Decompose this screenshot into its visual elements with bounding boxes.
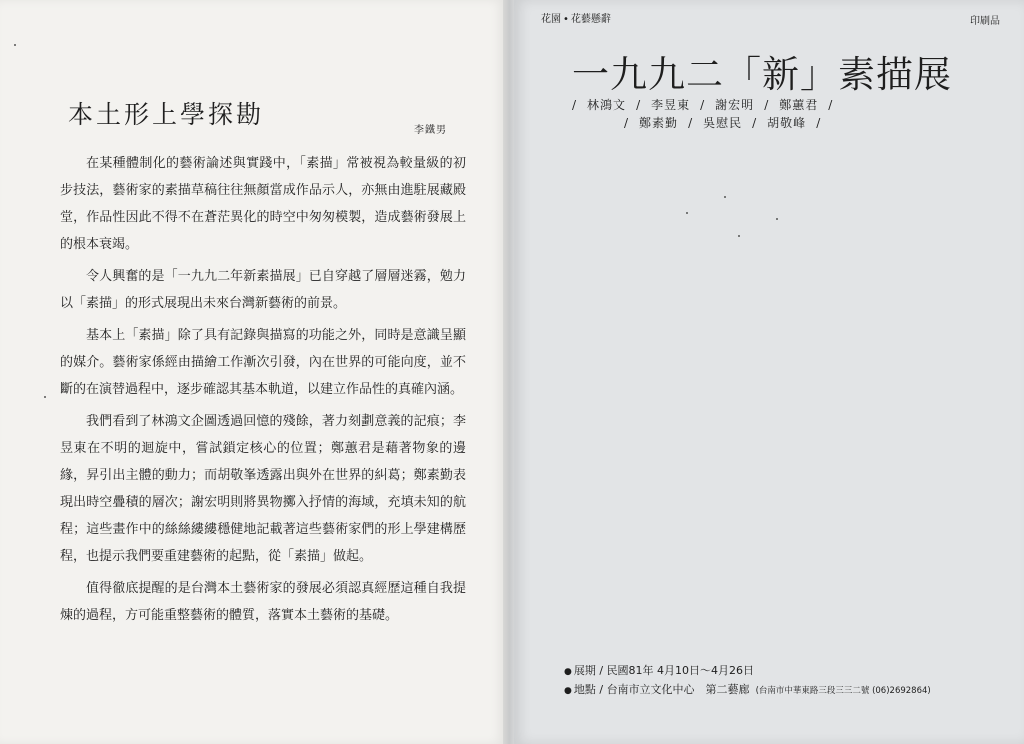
exhibition-title: 一九九二「新」素描展: [572, 53, 952, 96]
essay-paragraph: 值得徹底提醒的是台灣本土藝術家的發展必須認真經歷這種自我提煉的過程，方可能重整藝術的體質，落實本土藝術的基礎。: [60, 581, 466, 623]
left-page: [0, 0, 505, 744]
essay-paragraph: 在某種體制化的藝術論述與實踐中，「素描」常被視為較量級的初步技法，藝術家的素描草稿往往無顏當成作品示人，亦無由進駐展藏殿堂，作品性因此不得不在蒼茫異化的時空中匆匆模製，造成藝術發展上的根本衰竭。: [60, 156, 466, 252]
artist-name: 李昱東: [651, 98, 691, 112]
series-part-2: 花藝懸辭: [570, 14, 611, 25]
artist-name: 鄭素勤: [639, 116, 679, 130]
series-part-1: 花園: [541, 14, 561, 25]
series-dot: •: [563, 14, 569, 25]
essay-paragraph: 我們看到了林鴻文企圖透過回憶的殘餘，著力刻劃意義的記痕；李昱東在不明的迴旋中，嘗試鎖定核心的位置；鄭蕙君是藉著物象的邊緣，昇引出主體的動力；而胡敬峯透露出與外在世界的糾葛；鄭素勤表現出時空疊積的層次；謝宏明則將異物擲入抒情的海域，充填未知的航程；這些畫作中的絲絲縷縷穩健地記載著這些藝術家們的形上學建構歷程，也提示我們要重建藝術的起點，從「素描」做起。: [60, 414, 466, 564]
essay-paragraph: 令人興奮的是「一九九二年新素描展」已自穿越了層層迷霧，勉力以「素描」的形式展現出未來台灣新藝術的前景。: [60, 269, 466, 311]
essay-body: [60, 150, 466, 634]
artist-name: 林鴻文: [587, 98, 627, 112]
dates-value: 民國81年 4月10日～4月26日: [606, 664, 755, 677]
artist-list-row-1: / 林鴻文 / 李昱東 / 謝宏明 / 鄭蕙君 /: [572, 98, 834, 112]
artist-name: 鄭蕙君: [779, 98, 819, 112]
paper-speck: [14, 44, 16, 46]
dates-label: 展期: [573, 664, 596, 677]
bullet-icon: ●: [564, 686, 572, 696]
exhibition-venue: ● 地點 / 台南市立文化中心 第二藝廊 (台南市中華東路三段三三二號 (06)2692864): [564, 683, 931, 696]
essay-paragraph: 基本上「素描」除了具有記錄與描寫的功能之外，同時是意識呈顯的媒介。藝術家係經由描繪工作漸次引發，內在世界的可能向度，並不斷的在演替過程中，逐步確認其基本軌道，以建立作品性的真確內涵。: [60, 328, 466, 397]
essay-title: 本土形上學探勘: [68, 100, 265, 129]
artist-name: 謝宏明: [715, 98, 755, 112]
paper-speck: [738, 235, 740, 237]
artist-name: 吳慰民: [703, 116, 743, 130]
bullet-icon: ●: [564, 667, 572, 677]
printed-matter-stamp: 印刷品: [970, 16, 1000, 27]
venue-value: 台南市立文化中心 第二藝廊: [606, 683, 750, 696]
artist-name: 胡敬峰: [767, 116, 807, 130]
paper-speck: [776, 218, 778, 220]
series-label: [541, 10, 611, 25]
venue-label: 地點: [573, 683, 596, 696]
venue-address: (台南市中華東路三段三三二號 (06)2692864): [755, 686, 931, 696]
exhibition-dates: ● 展期 / 民國81年 4月10日～4月26日: [564, 664, 755, 677]
paper-speck: [686, 212, 688, 214]
paper-speck: [724, 196, 726, 198]
artist-list-row-2: / 鄭素勤 / 吳慰民 / 胡敬峰 /: [624, 116, 822, 130]
paper-speck: [44, 396, 46, 398]
essay-author: 李鐵男: [414, 125, 447, 136]
